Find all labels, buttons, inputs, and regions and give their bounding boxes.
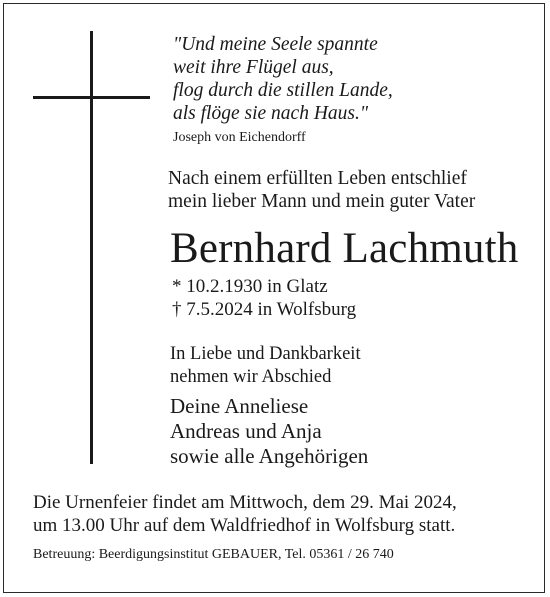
funeral-home-info: Betreuung: Beerdigungsinstitut GEBAUER, Tel. 05361 / 26 740 bbox=[33, 547, 394, 562]
service-line: um 13.00 Uhr auf dem Waldfriedhof in Wolfsburg statt. bbox=[33, 515, 456, 536]
poem-line: flog durch die stillen Lande, bbox=[173, 80, 393, 101]
poem-author: Joseph von Eichendorff bbox=[173, 130, 306, 145]
farewell-line: In Liebe und Dankbarkeit bbox=[170, 344, 361, 364]
birth-date: * 10.2.1930 in Glatz bbox=[172, 276, 328, 297]
poem-line: als flöge sie nach Haus." bbox=[173, 103, 369, 124]
cross-crossbar bbox=[33, 96, 150, 99]
farewell-line: nehmen wir Abschied bbox=[170, 367, 332, 387]
mourner-line: sowie alle Angehörigen bbox=[170, 444, 369, 468]
poem-line: "Und meine Seele spannte bbox=[173, 34, 378, 55]
service-line: Die Urnenfeier findet am Mittwoch, dem 29. Mai 2024, bbox=[33, 492, 457, 513]
death-date: † 7.5.2024 in Wolfsburg bbox=[172, 299, 357, 320]
mourner-line: Andreas und Anja bbox=[170, 419, 322, 443]
intro-line: Nach einem erfüllten Leben entschlief bbox=[168, 168, 467, 189]
deceased-name: Bernhard Lachmuth bbox=[170, 225, 519, 272]
mourner-line: Deine Anneliese bbox=[170, 394, 309, 418]
intro-line: mein lieber Mann und mein guter Vater bbox=[168, 191, 476, 212]
poem-line: weit ihre Flügel aus, bbox=[173, 57, 334, 78]
